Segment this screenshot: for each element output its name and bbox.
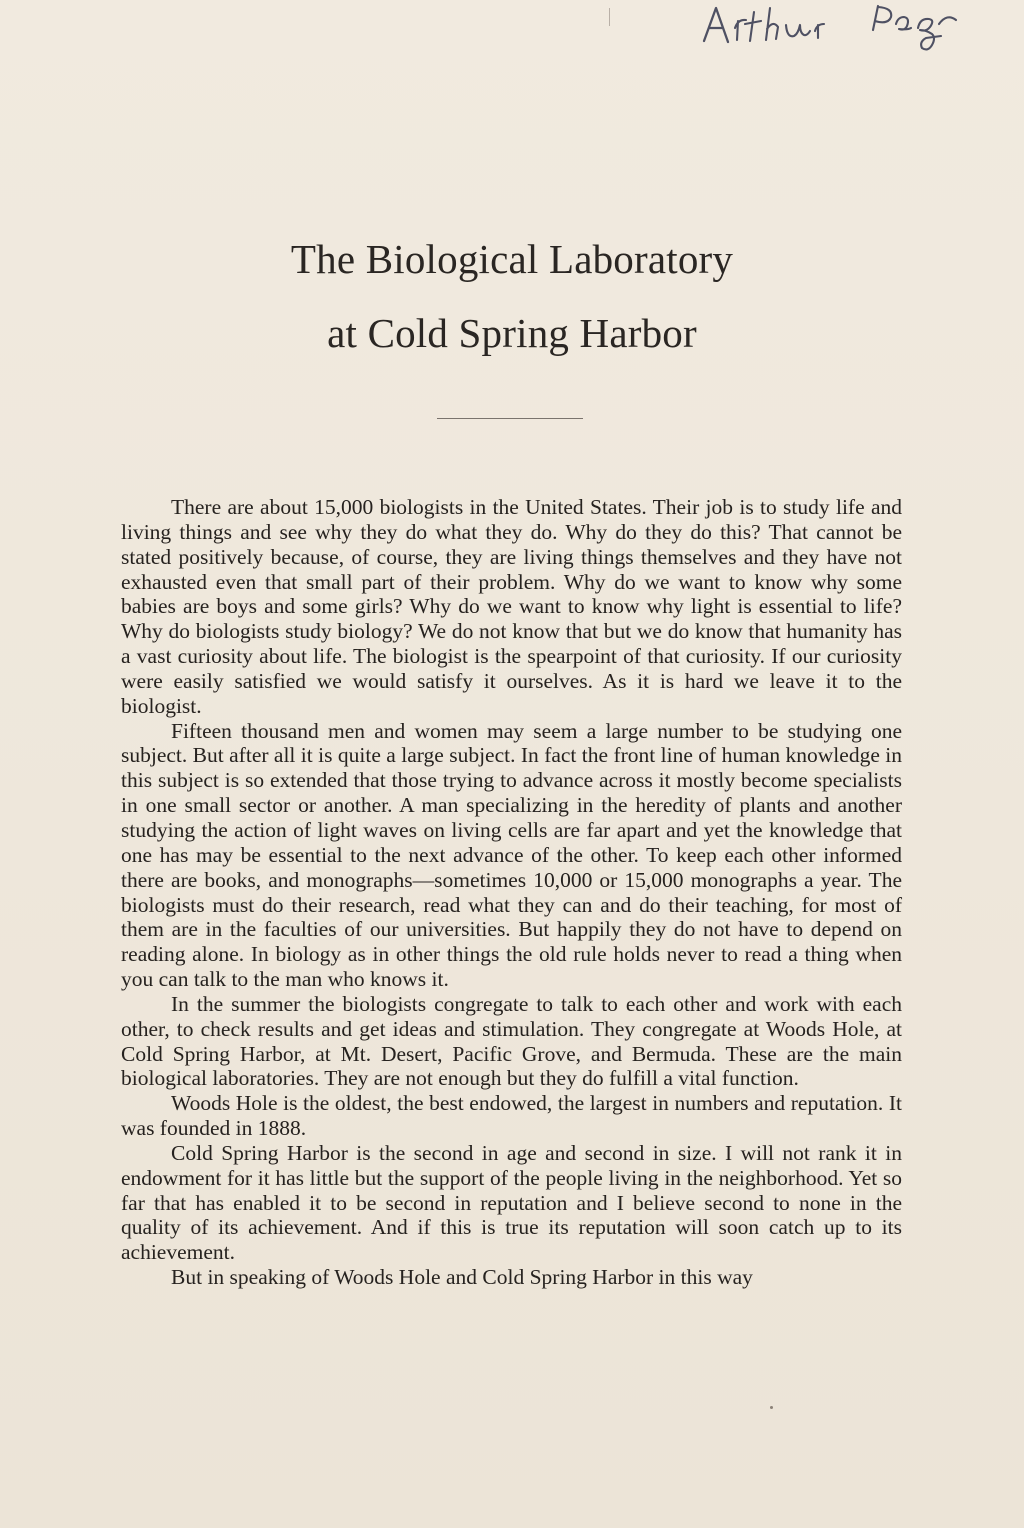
document-body: [121, 495, 902, 1290]
scan-mark: [609, 8, 610, 26]
paragraph-4: Woods Hole is the oldest, the best endowed, the largest in numbers and reputation. It was founded in 1888.: [121, 1091, 902, 1141]
paragraph-2: Fifteen thousand men and women may seem a large number to be studying one subject. But after all it is quite a large subject. In fact the front line of human knowledge in this subject is so extended that those trying to advance across it mostly become specialists in one small sector or another. A man specializing in the heredity of plants and another studying the action of light waves on living cells are far apart and yet the knowledge that one has may be essential to the next advance of the other. To keep each other informed there are books, and monographs—sometimes 10,000 or 15,000 monographs a year. The biologists must do their research, read what they can and do their teaching, for most of them are in the faculties of our universities. But happily they do not have to depend on reading alone. In biology as in other things the old rule holds never to read a thing when you can talk to the man who knows it.: [121, 718, 902, 992]
paragraph-5: Cold Spring Harbor is the second in age and second in size. I will not rank it in endowment for it has little but the support of the people living in the neighborhood. Yet so far that has enabled it to be second in reputation and I believe second to none in the quality of its achievement. And if this is true its reputation will soon catch up to its achievement.: [121, 1140, 902, 1265]
title-divider: [437, 418, 583, 419]
paragraph-6: But in speaking of Woods Hole and Cold Spring Harbor in this way: [171, 1265, 753, 1290]
paragraph-1: There are about 15,000 biologists in the United States. Their job is to study life and living things and see why they do what they do. Why do they do this? That cannot be stated positively because, of course, they are living things themselves and they have not exhausted even that small part of their problem. Why do we want to know why some babies are boys and some girls? Why do we want to know why light is essential to life? Why do biologists study biology? We do not know that but we do know that humanity has a vast curiosity about life. The biologist is the spearpoint of that curiosity. If our curiosity were easily satisfied we would satisfy it ourselves. As it is hard we leave it to the biologist.: [121, 495, 902, 718]
document-title-line-2: at Cold Spring Harbor: [327, 310, 697, 356]
handwritten-signature: [700, 0, 980, 56]
page-speck: [770, 1406, 773, 1409]
document-title-line-1: The Biological Laboratory: [290, 236, 734, 282]
paragraph-3: In the summer the biologists congregate to talk to each other and work with each other, to check results and get ideas and stimulation. They congregate at Woods Hole, at Cold Spring Harbor, at Mt. Desert, Pacific Grove, and Bermuda. These are the main biological laboratories. They are not enough but they do fulfill a vital function.: [121, 991, 902, 1091]
